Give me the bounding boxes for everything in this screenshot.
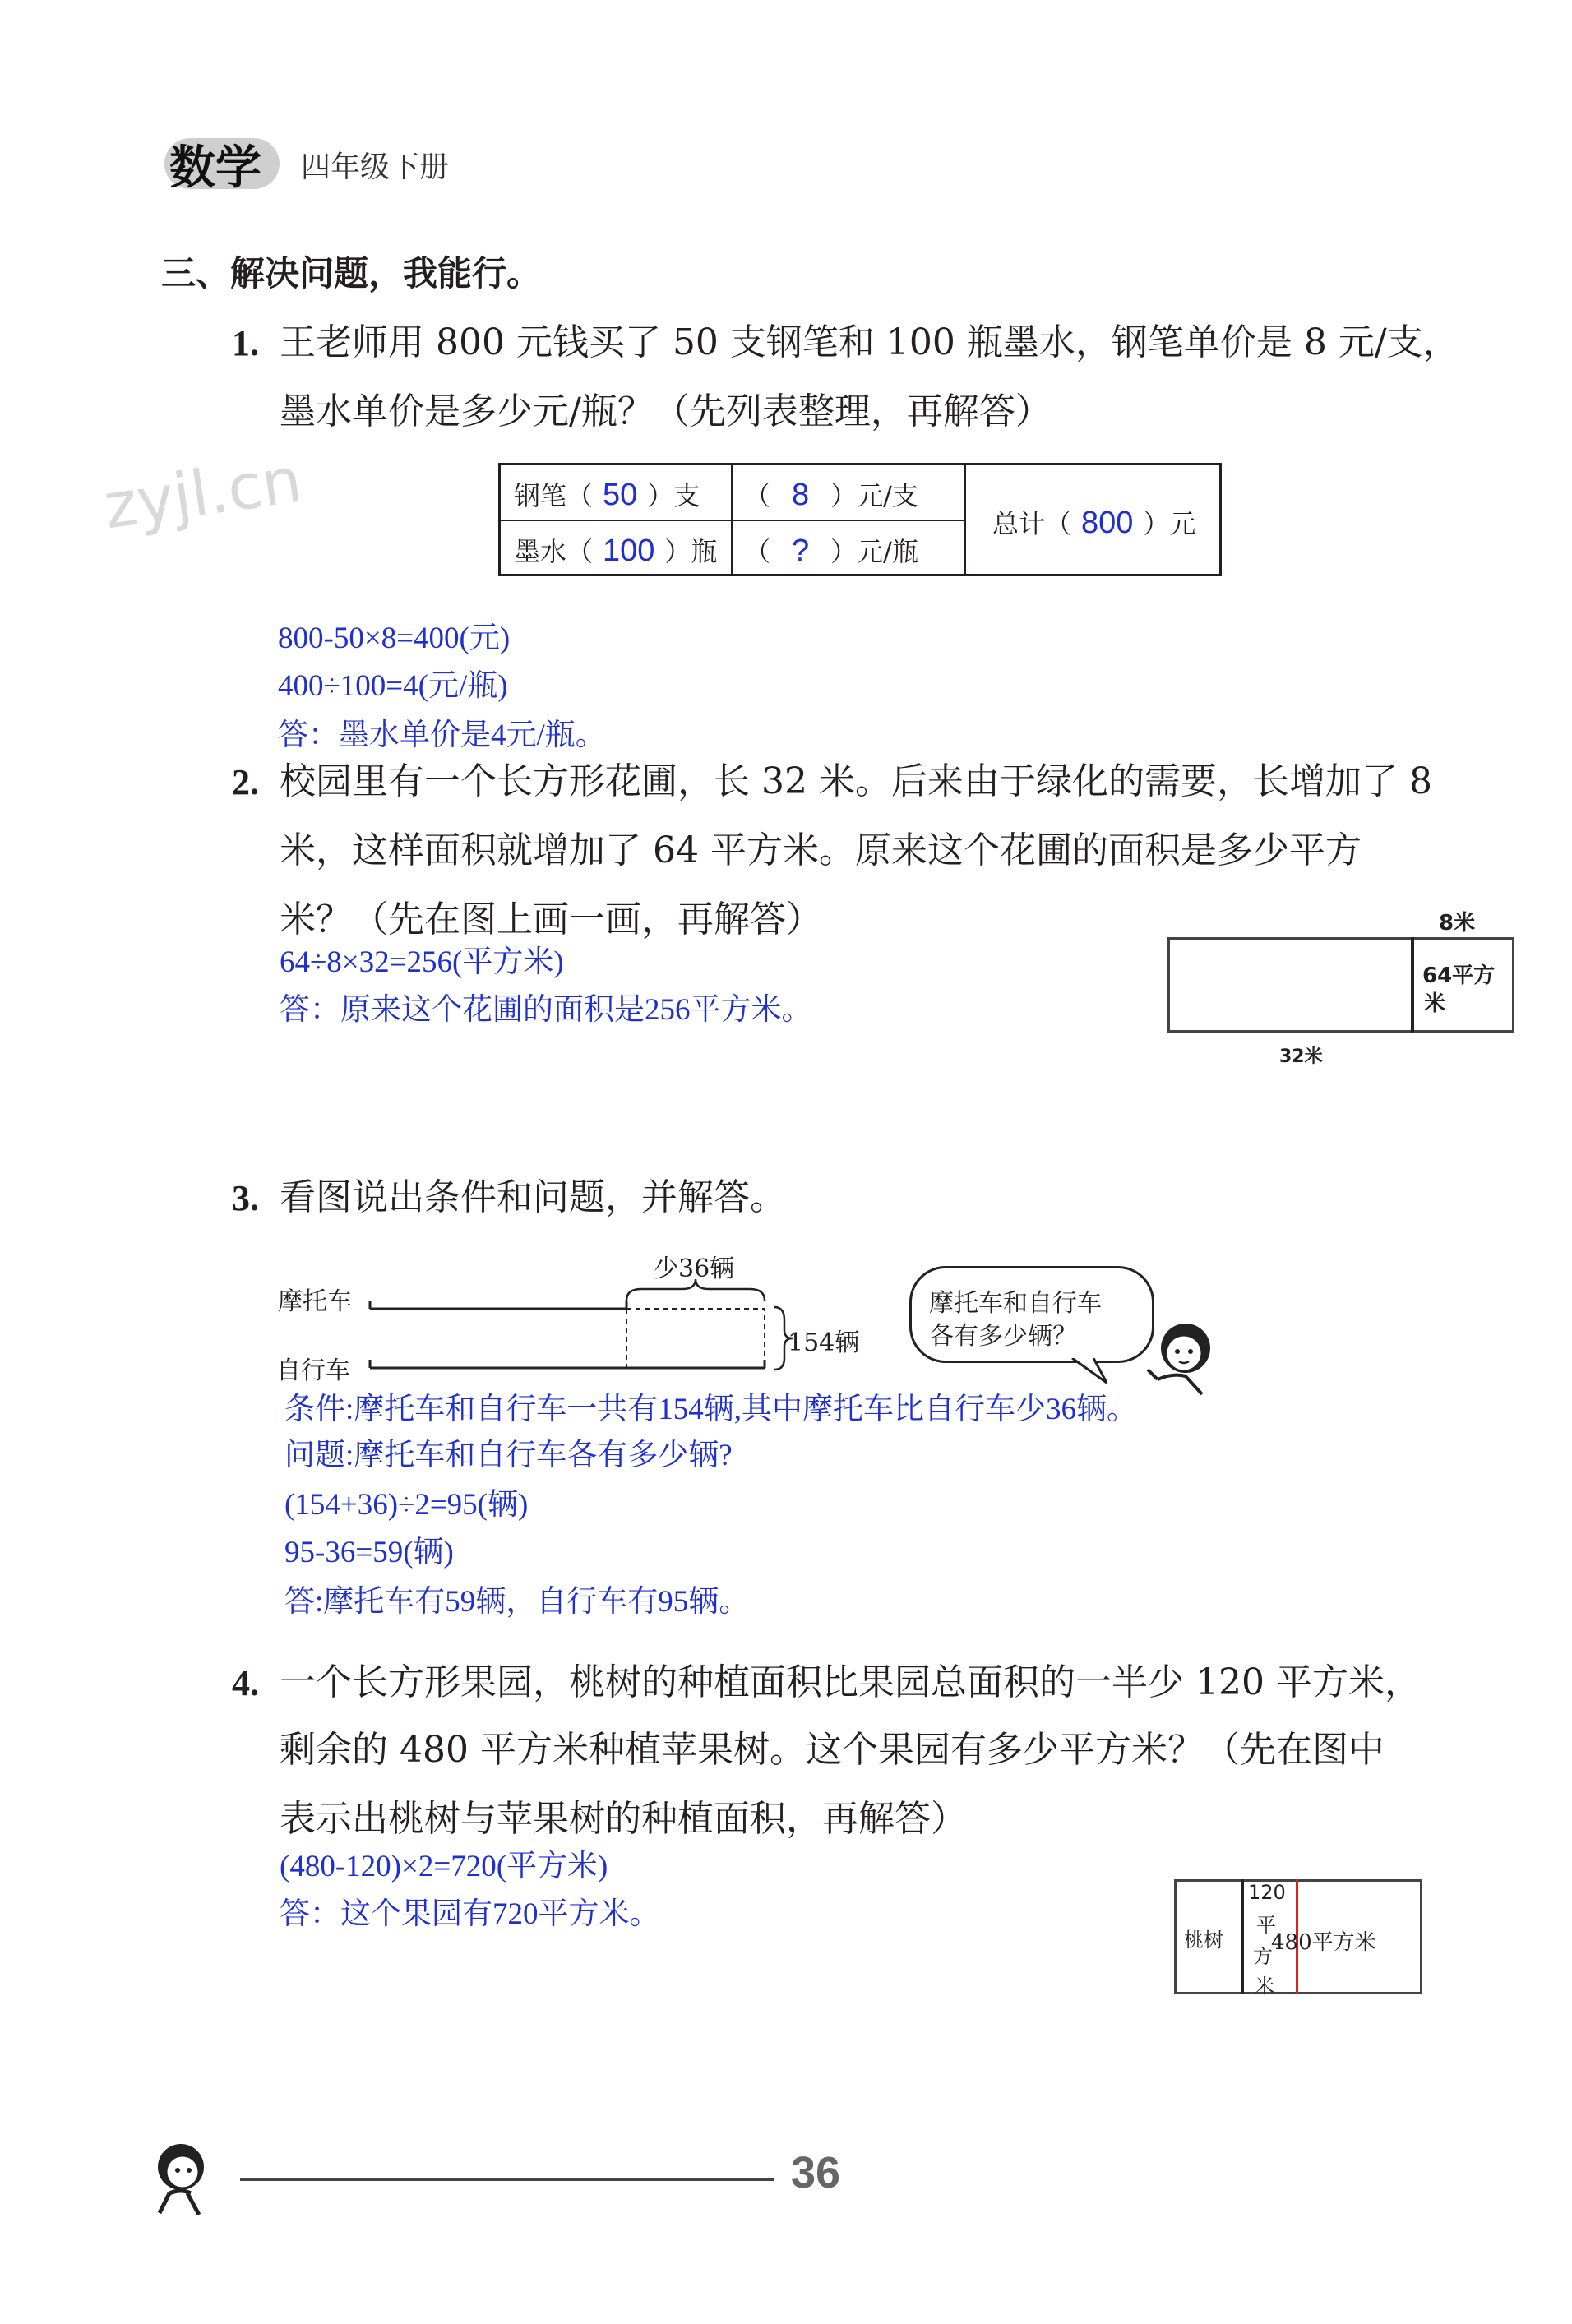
q4-number: 4. (232, 1663, 259, 1703)
speech-bubble-tail (1069, 1358, 1118, 1386)
q1-answer-2: 400÷100=4(元/瓶) (278, 669, 508, 703)
q4-line3: 表示出桃树与苹果树的种植面积，再解答） (280, 1798, 967, 1840)
q2-answer-2: 答：原来这个花圃的面积是256平方米。 (280, 993, 812, 1027)
peach-extra-3: 方 (1253, 1945, 1273, 1968)
q2-answer-1: 64÷8×32=256(平方米) (280, 945, 564, 979)
ink-price-unit: ）元/瓶 (830, 536, 918, 567)
q1-line2: 墨水单价是多少元/瓶？（先列表整理，再解答） (280, 390, 1052, 432)
pen-prefix: 钢笔（ (514, 480, 594, 511)
ink-price-lp: （ (744, 536, 771, 567)
garden-extension-area-1: 64平方 (1422, 963, 1496, 988)
bike-label: 自行车 (276, 1356, 350, 1385)
q1-answer-1: 800-50×8=400(元) (278, 621, 511, 655)
ink-price-cell (744, 531, 918, 569)
section-title: 三、解决问题，我能行。 (161, 253, 542, 293)
total-label: 154辆 (788, 1328, 860, 1357)
q1-table (498, 463, 1222, 576)
q3-question: 问题:摩托车和自行车各有多少辆? (284, 1439, 733, 1472)
peach-extra-1: 120 (1248, 1881, 1286, 1904)
total-value: 800 (1081, 506, 1134, 540)
orchard-divider-black (1241, 1879, 1244, 1994)
q1-line1: 王老师用 800 元钱买了 50 支钢笔和 100 瓶墨水，钢笔单价是 8 元/支， (280, 321, 1459, 363)
q3-condition: 条件:摩托车和自行车一共有154辆,其中摩托车比自行车少36辆。 (284, 1393, 1138, 1426)
ink-qty-cell (514, 531, 717, 569)
q1-number: 1. (232, 323, 259, 363)
subject-title: 数学 (169, 141, 261, 195)
mascot-running-icon (145, 2139, 235, 2218)
q1-table-vline2 (964, 465, 966, 574)
q2-line2: 米，这样面积就增加了 64 平方米。原来这个花圃的面积是多少平方 (280, 829, 1362, 871)
peach-extra-4: 米 (1255, 1975, 1274, 1998)
moto-label: 摩托车 (278, 1287, 352, 1316)
grade-label: 四年级下册 (301, 150, 450, 184)
q3-answer-2: 95-36=59(辆) (284, 1536, 454, 1569)
pen-suffix: ）支 (647, 480, 700, 511)
page-number: 36 (791, 2148, 841, 2197)
q3-line1: 看图说出条件和问题，并解答。 (280, 1176, 786, 1218)
bubble-line-1: 摩托车和自行车 (929, 1289, 1102, 1318)
ink-prefix: 墨水（ (514, 536, 594, 567)
q4-line1: 一个长方形果园，桃树的种植面积比果园总面积的一半少 120 平方米， (280, 1661, 1421, 1703)
bubble-line-2: 各有多少辆？ (929, 1322, 1077, 1351)
q1-table-hline (501, 520, 964, 521)
q2-number: 2. (232, 762, 259, 802)
footer-rule (240, 2178, 774, 2181)
less-label: 少36辆 (654, 1254, 735, 1283)
total-suffix: ）元 (1143, 508, 1196, 539)
pen-price-unit: ）元/支 (830, 480, 918, 511)
watermark: zyjl.cn (99, 442, 307, 543)
garden-extension-area-2: 米 (1424, 991, 1446, 1016)
ink-price: ? (792, 534, 810, 568)
pen-qty: 50 (603, 478, 638, 512)
q3-segment-diagram (271, 1241, 913, 1398)
q4-line2: 剩余的 480 平方米种植苹果树。这个果园有多少平方米？（先在图中 (280, 1729, 1385, 1771)
peach-extra-2: 平 (1256, 1914, 1276, 1937)
garden-extend-label: 8米 (1439, 911, 1476, 936)
peach-label: 桃树 (1184, 1929, 1223, 1952)
q4-answer-1: (480-120)×2=720(平方米) (280, 1850, 608, 1883)
pen-price-cell (744, 475, 918, 513)
garden-extension-line (1411, 937, 1414, 1033)
q3-answer-1: (154+36)÷2=95(辆) (284, 1488, 529, 1522)
q4-answer-2: 答：这个果园有720平方米。 (280, 1897, 660, 1931)
ink-suffix: ）瓶 (664, 536, 718, 567)
q3-answer-3: 答:摩托车有59辆，自行车有95辆。 (284, 1585, 750, 1619)
apple-label: 480平方米 (1271, 1930, 1376, 1955)
garden-length-label: 32米 (1279, 1046, 1323, 1067)
pen-price-lp: （ (744, 480, 771, 511)
boy-thinking-icon (1140, 1315, 1222, 1398)
total-cell (992, 503, 1195, 541)
q2-line3: 米？（先在图上画一画，再解答） (280, 899, 822, 940)
difference-dashed-box (626, 1309, 765, 1368)
pen-qty-cell (514, 475, 700, 513)
q1-table-vline1 (731, 465, 733, 574)
pen-price: 8 (792, 478, 810, 512)
q2-line1: 校园里有一个长方形花圃，长 32 米。后来由于绿化的需要，长增加了 8 (280, 760, 1432, 802)
total-prefix: 总计（ (992, 508, 1072, 539)
q3-number: 3. (232, 1178, 259, 1218)
ink-qty: 100 (603, 534, 655, 568)
q1-answer-3: 答：墨水单价是4元/瓶。 (278, 718, 606, 752)
